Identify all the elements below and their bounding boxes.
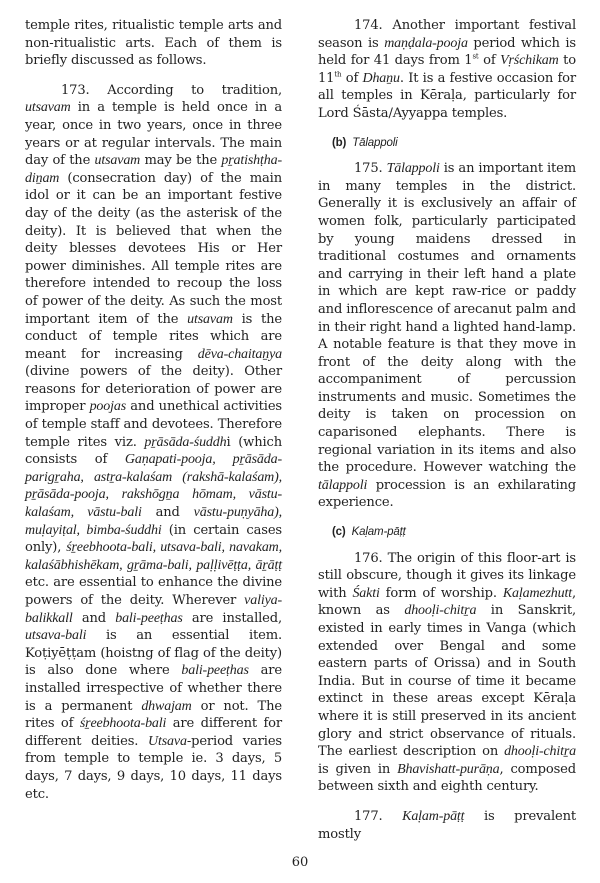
italic-term: pṟatishṭha-diṉam — [25, 153, 282, 186]
italic-term: dēva-chaitaṉya — [197, 346, 282, 362]
text-run: (divine powers of the deity). Other reasons for deterioration of power are improper — [25, 364, 282, 415]
italic-term: dhooḷi-chitṟa — [504, 744, 576, 760]
paragraph-intro: temple rites, ritualistic temple arts and non-ritualistic arts. Each of them is briefly discussed as follows. — [25, 18, 282, 69]
text-run: is an important item in many temples in the district. Generally it is exclusively an affair of women folk, particularly participated by young maidens dressed in traditional costumes and ornaments and carrying in their left hand a plate in which are kept raw-rice or paddy and inflorescence of arecanut palm and in their right hand a lighted hand-lamp. A notable feature is that they move in front of the deity along with the accompaniment of percussion instruments and music. Sometimes the deity is taken on procession on caparisoned elephants. There is regional variation in its items and also the procedure. However watching the — [318, 161, 576, 476]
text-run: and unethical activities of temple staff and devotees. Therefore temple rites viz. — [25, 399, 282, 450]
text-run: is the conduct of temple rites which are meant for increasing — [25, 311, 282, 362]
paragraph-number: 175. — [354, 161, 383, 177]
text-run: in Sanskrit, existed in early times in Vanga (which extended over Bengal and some eastern parts of Orissa) and in South India. But in course of time it became extinct in these areas except Kēraḷa where it is still preserved in its ancient glory and strict observance of rituals. The earliest description on — [318, 603, 576, 760]
text-run: or not. The rites of — [25, 698, 282, 732]
italic-term: Dhaṉu — [362, 70, 400, 86]
italic-term: valiya-balikkall — [25, 593, 282, 626]
italic-term: dhooḷi-chitṟa — [404, 603, 477, 619]
subheading-talappoli — [332, 135, 576, 153]
text-run: form of worship. — [379, 585, 503, 601]
text-run: , composed between sixth and eighth century. — [318, 761, 576, 795]
italic-term: Śakti — [352, 585, 380, 601]
text-run: is an essential item. Koṭiyēṭṭam (hoistng of flag of the deity) is also done where — [25, 628, 282, 679]
right-column — [318, 17, 576, 855]
text-run: (consecration day) of the main idol or it can be an important festive day of the deity (as the asterisk of the deity). It is believed that when the deity blesses devotees His or Her power diminishes. All temple rites are therefore intended to recoup the loss of power of the deity. As such the most important item of the — [25, 170, 282, 327]
superscript: th — [334, 70, 342, 79]
subheading-label: (c) — [332, 526, 346, 539]
text-run: are installed irrespective of whether there is a permanent — [25, 663, 282, 714]
paragraph-number: 173. — [61, 82, 90, 98]
text-run: -period varies from temple to temple ie. 3 days, 5 days, 7 days, 9 days, 10 days, 11 days etc. — [25, 733, 282, 802]
left-column — [25, 17, 282, 815]
paragraph-number: 176. — [354, 550, 383, 566]
italic-term: Bhavishatt-purāṇa — [397, 761, 500, 777]
paragraph-177 — [318, 808, 576, 843]
italic-term: vāstu-puṇyāha), muḷayiṭal, bimba-śuddhi — [25, 505, 282, 538]
paragraph-176 — [318, 550, 576, 796]
text-run: are different for different deities. — [25, 716, 282, 749]
italic-term: bali-peeṭhas — [115, 610, 183, 626]
text-run: of — [341, 70, 363, 86]
italic-term: pṟāsāda-śuddh — [144, 434, 227, 450]
paragraph-body — [25, 83, 282, 802]
text-run: i (which consists of — [25, 434, 283, 468]
text-run — [383, 809, 403, 824]
text-run: According to tradition, — [89, 82, 282, 98]
text-run: may be the — [140, 153, 222, 169]
paragraph-174 — [318, 17, 576, 123]
italic-term: Kaḷamezhutt — [502, 585, 572, 601]
italic-term: tālappoli — [318, 477, 368, 493]
text-run: The origin of this floor-art is still obscure, though it gives its linkage with — [318, 550, 576, 601]
paragraph-body — [318, 18, 576, 121]
subheading-title: Kaḷam-pāṭṭ — [351, 526, 406, 539]
italic-term: Vṛśchikam — [500, 53, 559, 69]
italic-term: maṇḍala-pooja — [384, 35, 468, 51]
subheading-label: (b) — [332, 136, 347, 149]
italic-term: utsava-bali — [25, 628, 87, 644]
subheading-title: Tālappoli — [352, 136, 398, 149]
text-run: of — [478, 53, 501, 69]
italic-term: bali-peeṭhas — [181, 663, 249, 679]
subheading-kalam-patt — [332, 524, 576, 542]
text-run: etc. are essential to enhance the divine powers of the deity. Wherever — [25, 575, 282, 608]
text-run: to 11 — [318, 53, 576, 86]
text-run: period which is held for 41 days from 1 — [318, 35, 577, 69]
italic-term: dhwajam — [141, 698, 192, 714]
page-number: 60 — [291, 855, 309, 870]
paragraph-175 — [318, 160, 576, 512]
italic-term: śṟeebhoota-bali, utsava-bali, navakam, kalaśābhishēkam, gṟāma-bali, paḷḷivēṭṭa, āṟāṭṭ — [25, 540, 282, 573]
italic-term: Utsava — [148, 733, 187, 749]
text-run: are installed, — [182, 610, 283, 626]
text-run: , known as — [318, 585, 576, 619]
text-run: Another important festival season is — [318, 18, 576, 51]
text-run: in a temple is held once in a year, once in two years, once in three years or at regular intervals. The main day of the — [25, 100, 282, 169]
text-run: and — [72, 610, 116, 626]
italic-term: Kaḷam-pāṭṭ — [402, 808, 465, 824]
text-run: procession is an exhilarating experience. — [318, 477, 576, 511]
superscript: st — [472, 52, 479, 61]
paragraph-173 — [25, 82, 282, 803]
text-run: is given in — [318, 761, 398, 777]
italic-term: utsavam — [25, 100, 71, 116]
italic-term: Tālappoli — [386, 161, 440, 177]
paragraph-body — [318, 161, 576, 510]
paragraph-body — [318, 551, 576, 795]
italic-term: utsavam — [94, 153, 141, 169]
text-run: is prevalent mostly — [318, 808, 576, 842]
italic-term: śṟeebhoota-bali — [79, 716, 167, 732]
italic-term: poojas — [89, 399, 127, 415]
paragraph-number: 177. — [354, 808, 383, 824]
paragraph-number: 174. — [354, 18, 383, 33]
text-run: and — [141, 505, 194, 521]
text-run: (in certain cases only), — [25, 522, 282, 556]
text-run: . It is a festive occasion for all temples in Kēraḷa, particularly for Lord Śāsta/Ayyappa temples. — [318, 70, 576, 121]
italic-term: utsavam — [187, 311, 233, 327]
italic-term: Gaṇapati-pooja, pṟāsāda-parigṟaha, astṟa-kalaśam (rakshā-kalaśam), pṟāsāda-pooja, rakshōgṉa hōmam, vāstu-kalaśam, vāstu-bali — [25, 452, 282, 521]
